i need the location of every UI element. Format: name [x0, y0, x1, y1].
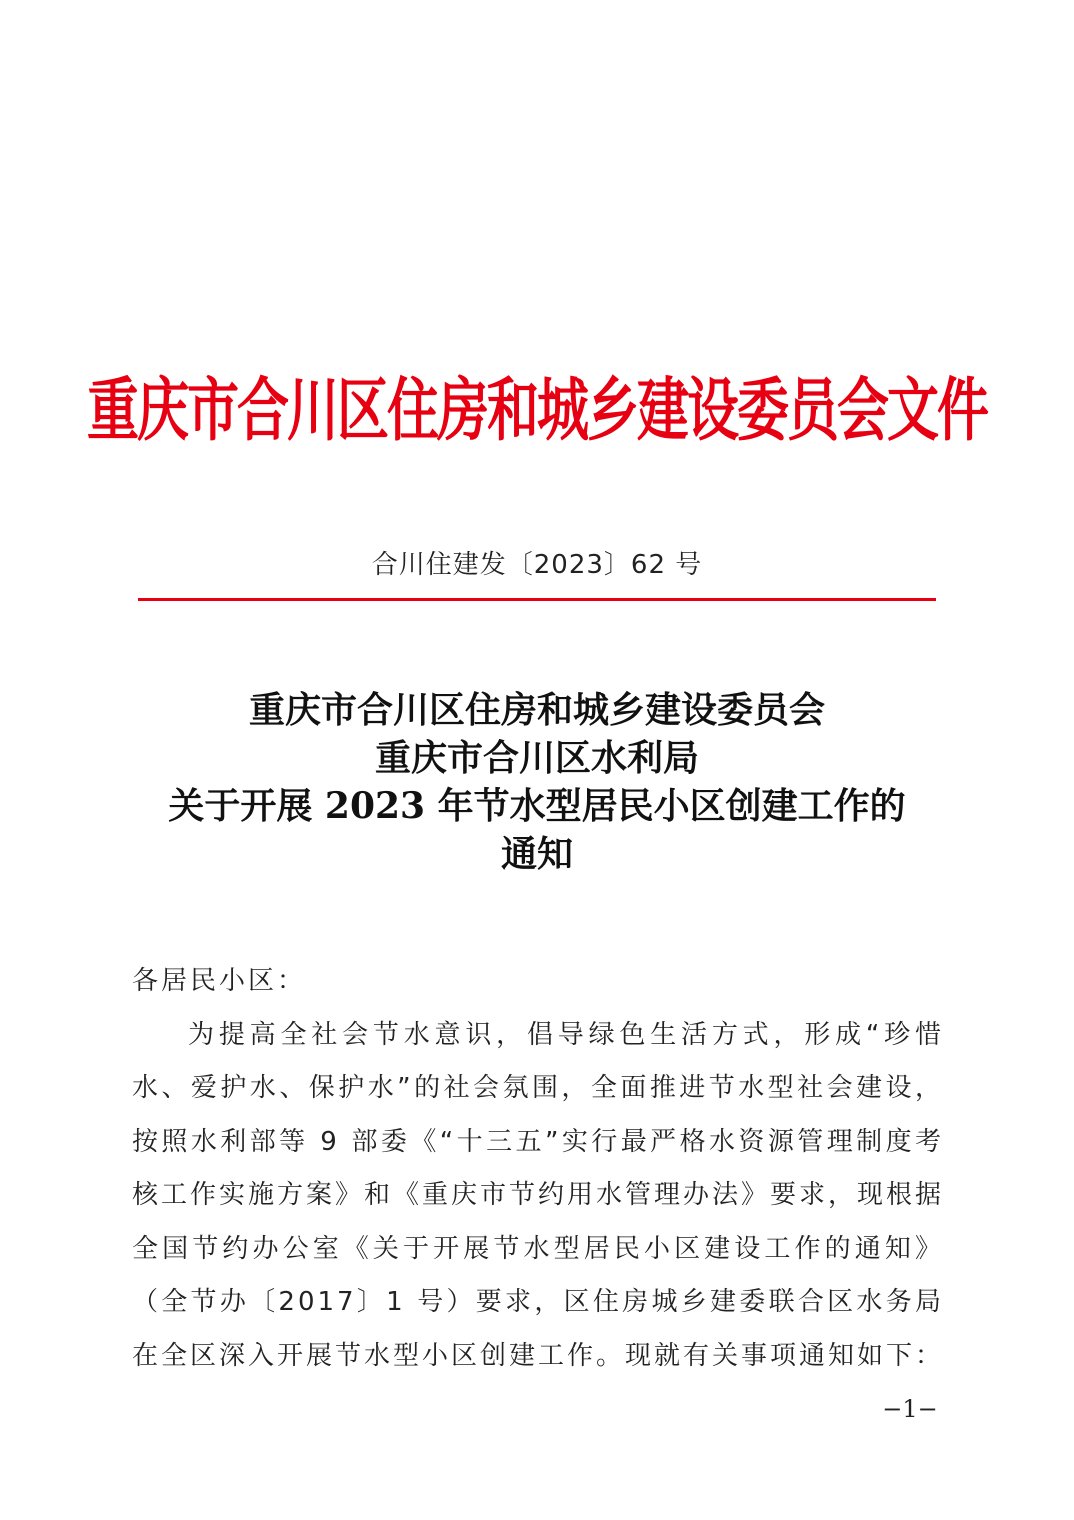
notice-title	[0, 686, 1074, 878]
salutation: 各居民小区：	[132, 966, 307, 996]
body-paragraph: 为提高全社会节水意识，倡导绿色生活方式，形成“珍惜水、爱护水、保护水”的社会氛围，全面推进节水型社会建设，按照水利部等 9 部委《“十三五”实行最严格水资源管理制度考核工作实施方案》和《重庆市节约用水管理办法》要求，现根据全国节约办公室《关于开展节水型居民小区建设工作的通知》（全节办〔2017〕1 号）要求，区住房城乡建委联合区水务局在全区深入开展节水型小区创建工作。现就有关事项通知如下：	[132, 1019, 945, 1371]
red-masthead-title: 重庆市合川区住房和城乡建设委员会文件	[86, 371, 987, 451]
red-divider-line	[138, 598, 936, 601]
title-line-4: 通知	[500, 833, 573, 875]
title-line-2: 重庆市合川区水利局	[374, 737, 699, 779]
body-text	[132, 955, 944, 1383]
title-line-3: 关于开展 2023 年节水型居民小区创建工作的	[168, 785, 906, 827]
document-number: 合川住建发〔2023〕62 号	[371, 550, 703, 580]
title-line-1: 重庆市合川区住房和城乡建设委员会	[248, 689, 825, 731]
page-number: −1−	[882, 1395, 938, 1423]
